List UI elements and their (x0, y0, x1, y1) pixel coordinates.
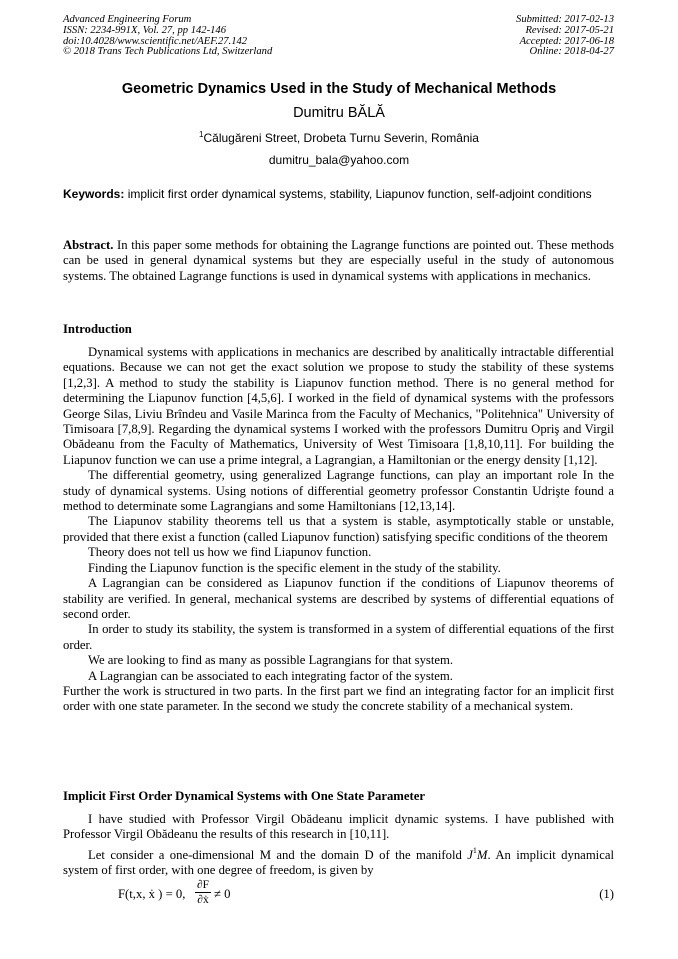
introduction-body (63, 345, 614, 715)
date-revised: Revised: 2017-05-21 (525, 24, 614, 36)
intro-paragraph: In order to study its stability, the system is transformed in a system of differential equations of the first order. (63, 622, 614, 652)
journal-copyright: © 2018 Trans Tech Publications Ltd, Switzerland (63, 46, 273, 58)
intro-paragraph: Theory does not tell us how we find Liapunov function. (88, 545, 372, 560)
abstract-text: In this paper some methods for obtaining the Lagrange functions are pointed out. These methods can be used in general dynamical systems but they are especially useful in the study of autonomous systems. The obtained Lagrange functions is used in dynamical systems with applications in mechanics. (63, 238, 614, 283)
abstract (63, 238, 614, 284)
author-email: dumitru_bala@yahoo.com (268, 153, 410, 167)
manifold-symbol: $J^1M$ (467, 845, 488, 862)
section2-paragraph-manifold: Let consider a one-dimensional M and the domain D of the manifold $J^1M$. An implicit dynamical system of first order, with one degree of freedom, is given by (63, 845, 614, 878)
intro-paragraph: Dynamical systems with applications in mechanics are described by analitically intractable differential equations. Because we can not get the exact solution we propose to study the stability of these systems [1,2,3]. A method to study the stability is Liapunov function method. There is no general method for determining the Liapunov function [4,5,6]. I worked in the field of dynamical systems with the professors George Silas, Liviu Brîndeu and Vasile Marinca from the Faculty of Mechanics, "Politehnica" University of Timisoara [7,8,9]. Regarding the dynamical systems I worked with the professors Dumitru Opriş and Virgil Obădeanu from the Faculty of Mathematics, University of West Timisoara [1,8,10,11]. For building the Liapunov function we can use a prime integral, a Lagrangian, a Hamiltonian or the energy density [1,12]. (63, 345, 614, 467)
section-heading-introduction: Introduction (63, 322, 132, 336)
keywords-label: Keywords: (63, 187, 125, 201)
equation-number: (1) (599, 887, 614, 901)
date-accepted: Accepted: 2017-06-18 (519, 35, 614, 47)
date-online: Online: 2018-04-27 (529, 46, 614, 58)
paper-author: Dumitru BĂLĂ (293, 105, 385, 121)
date-submitted: Submitted: 2017-02-13 (516, 14, 614, 25)
equation-rhs: ≠ 0 (214, 887, 231, 901)
author-affiliation (0, 130, 678, 145)
journal-header-right (516, 15, 614, 58)
section-heading-implicit-systems: Implicit First Order Dynamical Systems with One State Parameter (63, 789, 425, 803)
fraction-numerator: ∂F (196, 879, 210, 891)
section2-paragraph: I have studied with Professor Virgil Obădeanu implicit dynamic systems. I have published with Professor Virgil Obădeanu the results of this research in [10,11]. (63, 812, 614, 842)
equation-lhs: F(t,x, ẋ ) = 0, (118, 887, 186, 901)
intro-paragraph: A Lagrangian can be associated to each integrating factor of the system. (88, 668, 453, 683)
keywords-text: implicit first order dynamical systems, stability, Liapunov function, self-adjoint conditions (127, 187, 592, 201)
abstract-label: Abstract. (63, 238, 114, 252)
equation-1 (118, 879, 614, 913)
intro-paragraph: The differential geometry, using generalized Lagrange functions, can play an important role In the study of dynamical systems. Using notions of differential geometry professor Constantin Udrişte found a method to determinate some Lagrangians and some Hamiltonians [12,13,14]. (63, 468, 614, 514)
affiliation-text: Călugăreni Street, Drobeta Turnu Severin, România (203, 131, 479, 145)
intro-paragraph: We are looking to find as many as possible Lagrangians for that system. (88, 653, 454, 668)
intro-paragraph: A Lagrangian can be considered as Liapunov function if the conditions of Liapunov theorems of stability are verified. In general, mechanical systems are described by systems of differential equations of second order. (63, 576, 614, 621)
paper-title: Geometric Dynamics Used in the Study of Mechanical Methods (121, 81, 557, 97)
keywords (63, 187, 614, 202)
intro-final-paragraph: Further the work is structured in two parts. In the first part we find an integrating factor for an implicit first order with one state parameter. In the second we study the concrete stability of a mechanical system. (63, 683, 614, 714)
journal-name: Advanced Engineering Forum (63, 14, 192, 25)
journal-doi: doi:10.4028/www.scientific.net/AEF.27.142 (63, 35, 248, 47)
journal-issn: ISSN: 2234-991X, Vol. 27, pp 142-146 (63, 24, 227, 36)
intro-paragraph: The Liapunov stability theorems tell us that a system is stable, asymptotically stable or unstable, provided that there exist a function (called Liapunov function) satisfying specific conditions of the theorem (63, 514, 614, 544)
intro-paragraph: Finding the Liapunov function is the specific element in the study of the stability. (88, 560, 501, 575)
section2-body (63, 812, 614, 879)
partial-derivative-fraction (195, 878, 211, 907)
journal-header-left (63, 15, 272, 58)
fraction-denominator: ∂ẋ (197, 894, 209, 906)
affiliation-marker: 1 (199, 130, 204, 139)
